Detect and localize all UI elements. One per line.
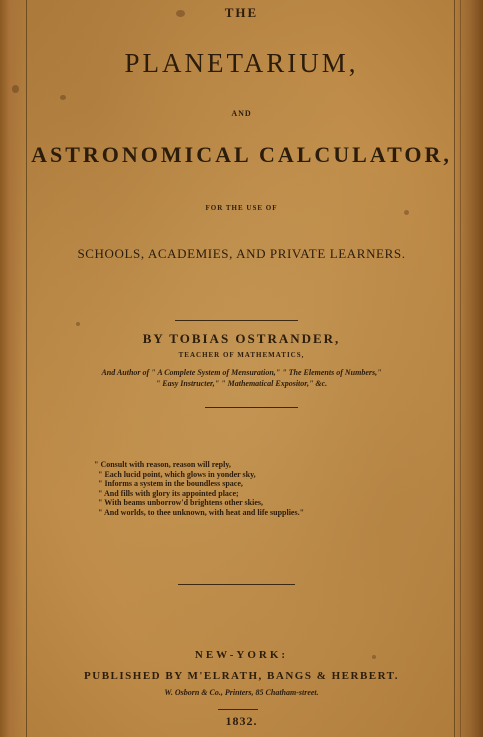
divider-rule [205, 407, 298, 408]
author-name: BY TOBIAS OSTRANDER, [142, 331, 341, 346]
for-use-line: FOR THE USE OF [205, 204, 278, 212]
imprint-year: 1832. [225, 714, 258, 728]
divider-rule [178, 584, 295, 585]
foxing-spot [76, 322, 80, 326]
epigraph [94, 460, 394, 518]
imprint-printers: W. Osborn & Co., Printers, 85 Chatham-street. [164, 688, 319, 697]
title-article: THE [224, 5, 259, 20]
book-subtitle: ASTRONOMICAL CALCULATOR, [31, 142, 452, 167]
imprint-publisher: PUBLISHED BY M'ELRATH, BANGS & HERBERT. [84, 670, 399, 682]
epigraph-line: " And fills with glory its appointed place; [98, 488, 239, 498]
author-works-line-1: And Author of " A Complete System of Mensuration," " The Elements of Numbers," [101, 368, 382, 377]
author-works-line-2: " Easy Instructer," " Mathematical Expositor," &c. [155, 379, 328, 388]
epigraph-line: " Each lucid point, which glows in yonder sky, [98, 469, 256, 479]
divider-rule [218, 709, 258, 710]
foxing-spot [12, 85, 19, 93]
audience-line: SCHOOLS, ACADEMIES, AND PRIVATE LEARNERS. [77, 246, 406, 261]
epigraph-line: " With beams unborrow'd brightens other skies, [98, 498, 263, 508]
title-conjunction: AND [231, 109, 252, 118]
foxing-spot [60, 95, 66, 100]
divider-rule [175, 320, 298, 321]
epigraph-line: " Informs a system in the boundless space, [98, 479, 243, 489]
epigraph-line: " And worlds, to thee unknown, with heat and life supplies." [98, 507, 305, 517]
author-role: TEACHER OF MATHEMATICS, [178, 351, 305, 359]
book-title: PLANETARIUM, [124, 48, 359, 78]
epigraph-line: " Consult with reason, reason will reply, [94, 460, 231, 469]
imprint-city: NEW-YORK: [194, 649, 289, 661]
